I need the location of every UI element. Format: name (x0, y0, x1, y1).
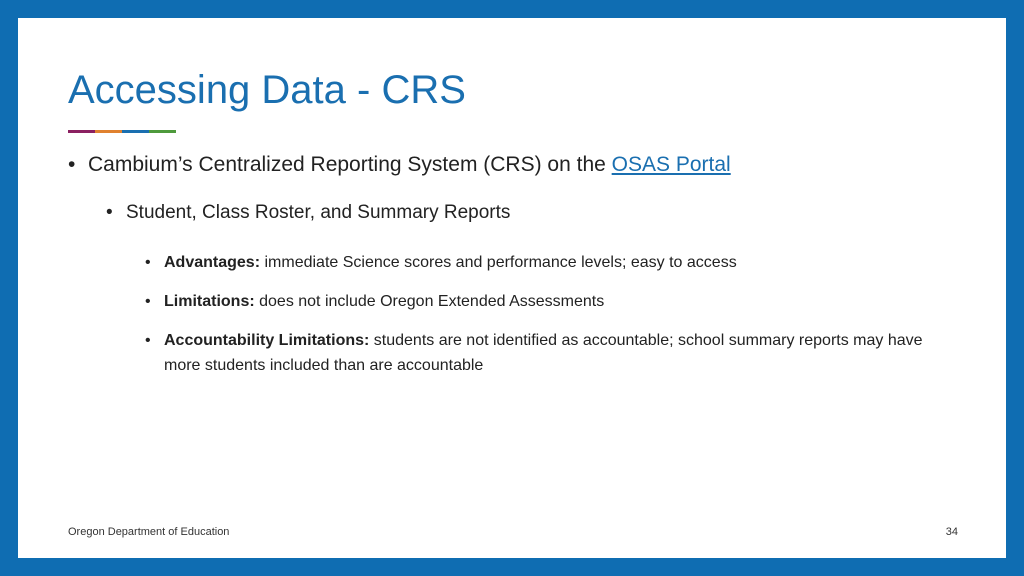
bullet-level3-limitations (145, 289, 945, 314)
slide-title: Accessing Data - CRS (68, 68, 466, 112)
advantages-label: Advantages: (164, 254, 261, 271)
bullet-dot: • (68, 153, 76, 176)
bullet-level1-text: Cambium’s Centralized Reporting System (CRS) on the (88, 153, 612, 176)
slide (18, 18, 1006, 558)
osas-portal-link[interactable]: OSAS Portal (611, 153, 731, 176)
accent-segment-2 (95, 130, 122, 133)
bullet-level1 (68, 153, 731, 177)
accountability-label: Accountability Limitations: (164, 332, 370, 349)
limitations-text: does not include Oregon Extended Assessments (254, 293, 605, 310)
accent-segment-4 (149, 130, 176, 133)
page-number: 34 (945, 526, 958, 538)
footer-organization: Oregon Department of Education (68, 526, 230, 538)
bullet-dot: • (106, 202, 113, 223)
accent-segment-3 (122, 130, 149, 133)
bullet-dot: • (145, 293, 151, 310)
accountability-text: students are not identified as accountable; school summary reports may have more students included than are accountable (164, 332, 923, 374)
limitations-label: Limitations: (164, 293, 255, 310)
accent-segment-1 (68, 130, 95, 133)
bullet-dot: • (145, 332, 151, 349)
bullet-level2-text: Student, Class Roster, and Summary Reports (126, 202, 511, 223)
advantages-text: immediate Science scores and performance levels; easy to access (260, 254, 737, 271)
title-accent-bar (68, 130, 176, 133)
bullet-level2 (106, 202, 510, 224)
bullet-level3-advantages (145, 250, 945, 275)
bullet-level3-accountability (145, 328, 945, 378)
bullet-dot: • (145, 254, 151, 271)
